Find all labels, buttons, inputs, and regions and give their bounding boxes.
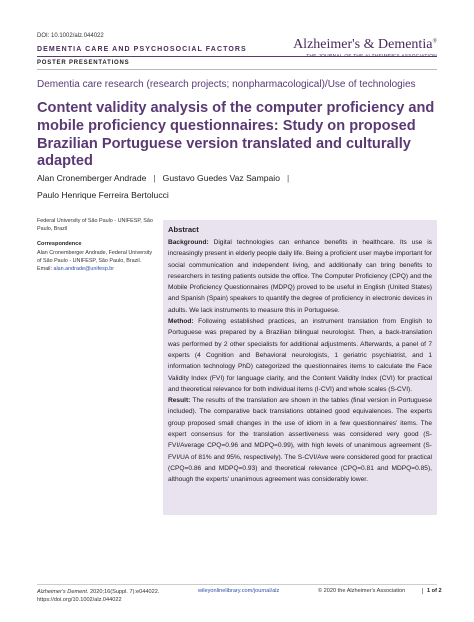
result-label: Result: bbox=[168, 397, 191, 405]
poster-presentations-label: POSTER PRESENTATIONS bbox=[37, 60, 130, 66]
result-text: The results of the translation are shown in the tables (final version in Portuguese included). The comparative back translations obtained good equivalences. The experts group proposed small changes in the use of idiom in a few questionnaires' items. The expert consensus for the translation assertiveness was considered very good (S-FVI/Average CPQ=0.96 and MDPQ=0.99), with high levels of unanimous agreement (S-FVI/UA of 81% and 95%, respectively). The S-CVI/Ave were considered good for practical (CPQ=0.86 and MDPQ=0.93) and theoretical relevance (CPQ=0.81 and MDPQ=0.85), although the experts' unanimous agreement was considerably lower. bbox=[168, 397, 433, 484]
journal-logo bbox=[293, 37, 437, 59]
method-text: Following established practices, an instrument translation from English to Portuguese was prepared by a Brazilian bilingual neurologist. Then, a back-translation was performed by 2 other specialists for additional adjustments. Afterwards, a panel of 7 experts (4 Cognition and Behavioral neurologists, 1 geriatric psychiatrist, and 1 information technology PhD) categorized the questionnaires items to calculate the Face Validity Index (FVI) for language clarity, and the Content Validity Index (CVI) for practical and theoretical relevance for both individual items (I-CVI) and whole scales (S-CVI). bbox=[168, 318, 432, 393]
citation-journal: Alzheimer's Dement. bbox=[37, 589, 89, 595]
correspondence-text bbox=[37, 249, 155, 273]
abstract-box bbox=[163, 220, 437, 515]
doi-line: DOI: 10.1002/alz.044022 bbox=[37, 33, 104, 39]
background-label: Background: bbox=[168, 239, 209, 246]
page-number: 1 of 2 bbox=[422, 588, 442, 594]
copyright: © 2020 the Alzheimer's Association bbox=[318, 588, 406, 594]
article-category: Dementia care research (research projects; nonpharmacological)/Use of technologies bbox=[37, 79, 416, 90]
correspondence-label: Correspondence bbox=[37, 241, 82, 247]
correspondence-address: Alan Cronemberger Andrade, Federal University of São Paulo - UNIFESP, São Paulo, Brazil. bbox=[37, 250, 153, 264]
abstract-body bbox=[168, 237, 432, 486]
journal-website-link[interactable]: wileyonlinelibrary.com/journal/alz bbox=[198, 588, 280, 594]
journal-section-label: DEMENTIA CARE AND PSYCHOSOCIAL FACTORS bbox=[37, 46, 247, 53]
section-divider bbox=[37, 69, 437, 70]
method-label: Method: bbox=[168, 318, 194, 326]
author-name: Gustavo Guedes Vaz Sampaio bbox=[162, 173, 280, 183]
email-link[interactable]: alan.andrade@unifesp.br bbox=[53, 266, 115, 272]
email-label: Email: bbox=[37, 266, 52, 272]
affiliation: Federal University of São Paulo - UNIFESP, São Paulo, Brazil bbox=[37, 218, 153, 232]
logo-text: Alzheimer's & Dementia bbox=[293, 37, 433, 52]
author-name: Alan Cronemberger Andrade bbox=[37, 173, 147, 183]
footer-citation bbox=[37, 588, 159, 604]
abstract-heading: Abstract bbox=[168, 225, 199, 234]
author-separator: | bbox=[287, 173, 290, 183]
author-name: Paulo Henrique Ferreira Bertolucci bbox=[37, 190, 169, 200]
logo-trademark: ® bbox=[432, 38, 437, 45]
citation-volume: 2020;16(Suppl. 7):e044022. bbox=[90, 589, 160, 595]
background-text: Digital technologies can enhance benefits in healthcare. Its use is increasingly present in elderly people daily life. Being a proficient user maybe important for social communication and independent living, and additionally can bring benefits to researchers in testing patients outside the office. The Computer Proficiency (CPQ) and the Mobile Proficiency Questionnaires (MDPQ) proved to be useful in English (United States) and Spanish (Spain) speakers to quantify the degree of proficiency in electronic devices in adults. We lack instruments to measure this in Portuguese. bbox=[168, 239, 432, 314]
logo-subtitle: THE JOURNAL OF THE ALZHEIMER'S ASSOCIATION bbox=[306, 54, 437, 59]
footer-divider bbox=[37, 584, 437, 585]
author-separator: | bbox=[153, 173, 156, 183]
author-list bbox=[37, 170, 447, 204]
citation-doi-link[interactable]: https://doi.org/10.1002/alz.044022 bbox=[37, 597, 122, 603]
article-title: Content validity analysis of the computer proficiency and mobile proficiency questionnaires: Study on proposed Brazilian Portuguese version translated and culturally adapted bbox=[37, 100, 435, 170]
